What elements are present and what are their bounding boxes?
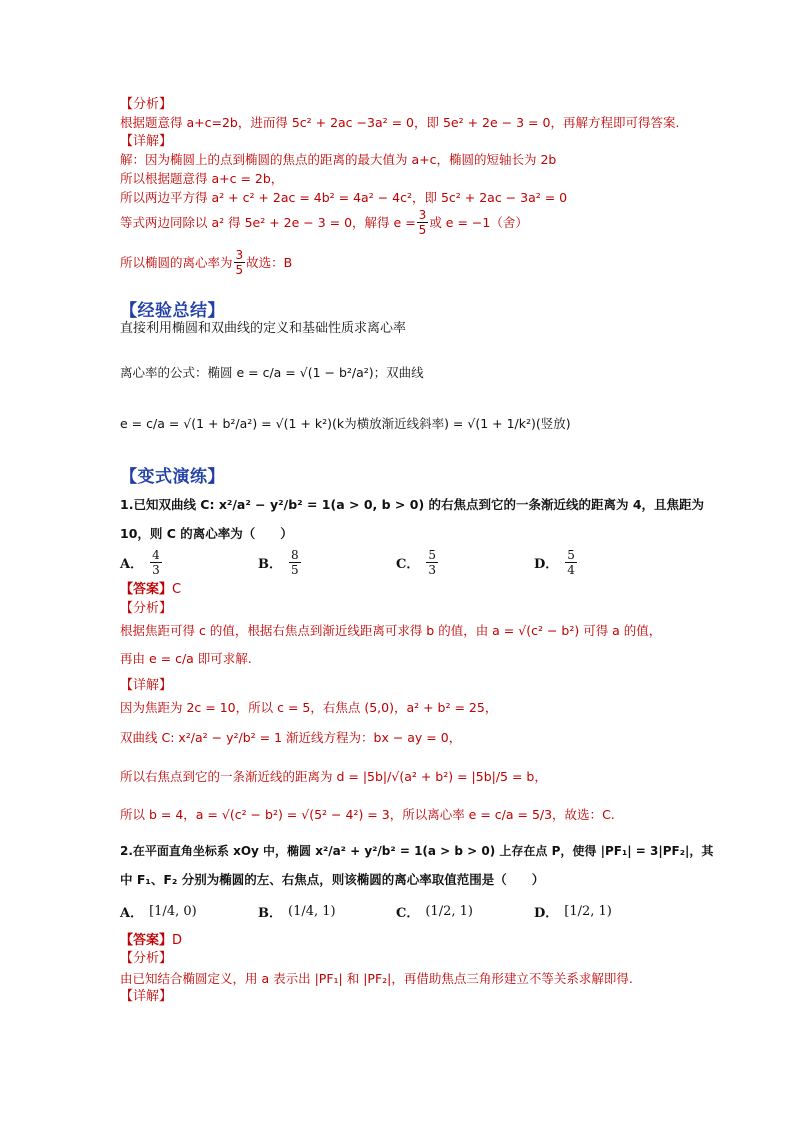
detail-line-4 — [120, 208, 528, 237]
option-fraction — [150, 548, 162, 577]
q1-analysis-1: 根据焦距可得 c 的值，根据右焦点到渐近线距离可求得 b 的值，由 a = √(c² − b²) 可得 a 的值， — [120, 623, 662, 638]
q2-analysis-tag: 【分析】 — [120, 951, 173, 966]
option-label: D． — [534, 557, 559, 572]
detail-line-5-pre: 所以椭圆的离心率为 — [120, 254, 233, 270]
option-fraction — [289, 548, 301, 577]
fraction-denominator: 3 — [428, 563, 436, 577]
answer-tag: 【答案】 — [120, 933, 173, 948]
option-value: [1/4, 0) — [149, 904, 197, 919]
q1-detail-2: 双曲线 C: x²/a² − y²/b² = 1 渐近线方程为：bx − ay = 0， — [120, 730, 462, 745]
fraction-denominator: 3 — [152, 563, 160, 577]
detail-line-5 — [120, 248, 292, 277]
q1-option-a — [120, 548, 163, 577]
q2-line-1: 2.在平面直角坐标系 xOy 中，椭圆 x²/a² + y²/b² = 1(a > b > 0) 上存在点 P，使得 |PF₁| = 3|PF₂|，其 — [120, 844, 714, 858]
option-fraction — [565, 548, 577, 577]
q2-line-2: 中 F₁、F₂ 分别为椭圆的左、右焦点，则该椭圆的离心率取值范围是（ ） — [120, 872, 545, 887]
q2-option-a — [120, 902, 197, 921]
option-label: A． — [120, 906, 144, 921]
q1-line-2: 10，则 C 的离心率为（ ） — [120, 526, 293, 541]
detail-line-5-post: 故选： — [246, 254, 284, 270]
option-label: C． — [396, 906, 420, 921]
answer-letter: B — [283, 254, 293, 270]
q1-answer — [120, 581, 181, 599]
answer-letter: C. — [602, 807, 615, 822]
q2-option-b — [258, 902, 336, 921]
summary-heading: 【经验总结】 — [120, 301, 225, 321]
summary-line-1: 直接利用椭圆和双曲线的定义和基础性质求离心率 — [120, 321, 407, 336]
q1-option-d — [534, 548, 578, 577]
fraction-numerator: 3 — [418, 208, 427, 222]
q1-detail-3: 所以右焦点到它的一条渐近线的距离为 d = |5b|/√(a² + b²) = |5b|/5 = b， — [120, 769, 547, 784]
option-value: [1/2, 1) — [564, 904, 612, 919]
option-fraction — [426, 548, 438, 577]
fraction-denominator: 5 — [418, 223, 427, 237]
option-label: C． — [396, 557, 420, 572]
q2-option-d — [534, 902, 612, 921]
option-label: D． — [534, 906, 559, 921]
detail-line-1: 解：因为椭圆上的点到椭圆的焦点的距离的最大值为 a+c，椭圆的短轴长为 2b — [120, 152, 557, 167]
q1-analysis-tag: 【分析】 — [120, 601, 173, 616]
practice-heading: 【变式演练】 — [120, 467, 225, 487]
option-value: (1/2, 1) — [425, 904, 473, 919]
q1-analysis-2: 再由 e = c/a 即可求解. — [120, 651, 252, 666]
detail-line-4-pre: 等式两边同除以 a² 得 5e² + 2e − 3 = 0，解得 e = — [120, 214, 416, 230]
option-label: B． — [258, 906, 282, 921]
fraction — [234, 248, 246, 277]
fraction-numerator: 8 — [291, 548, 299, 562]
q1-option-c — [396, 548, 439, 577]
q1-detail-4 — [120, 806, 615, 824]
answer-tag: 【答案】 — [120, 582, 173, 597]
option-label: A． — [120, 557, 144, 572]
fraction-numerator: 5 — [428, 548, 436, 562]
q2-analysis-1: 由已知结合椭圆定义，用 a 表示出 |PF₁| 和 |PF₂|，再借助焦点三角形建立不等关系求解即得. — [120, 971, 633, 986]
summary-formula-1: 离心率的公式：椭圆 e = c/a = √(1 − b²/a²)；双曲线 — [120, 365, 424, 380]
answer-letter: C — [172, 582, 182, 597]
fraction-denominator: 5 — [235, 263, 244, 277]
fraction-numerator: 3 — [235, 248, 244, 262]
q2-option-c — [396, 902, 473, 921]
fraction-denominator: 4 — [567, 563, 575, 577]
summary-formula-2: e = c/a = √(1 + b²/a²) = √(1 + k²)(k为横放渐近线斜率) = √(1 + 1/k²)(竖放) — [120, 416, 571, 431]
q2-answer — [120, 932, 182, 950]
fraction-numerator: 4 — [152, 548, 160, 562]
q1-detail-4-pre: 所以 b = 4，a = √(c² − b²) = √(5² − 4²) = 3，所以离心率 e = c/a = 5/3，故选： — [120, 807, 603, 822]
analysis-tag: 【分析】 — [120, 97, 173, 112]
q1-detail-1: 因为焦距为 2c = 10，所以 c = 5，右焦点 (5,0)，a² + b² = 25， — [120, 700, 498, 715]
detail-line-2: 所以根据题意得 a+c = 2b， — [120, 171, 284, 186]
option-label: B． — [258, 557, 282, 572]
option-value: (1/4, 1) — [288, 904, 336, 919]
fraction-numerator: 5 — [567, 548, 575, 562]
detail-line-4-post: 或 e = −1（舍） — [429, 214, 528, 230]
q1-line-1: 1.已知双曲线 C: x²/a² − y²/b² = 1(a > 0, b > 0) 的右焦点到它的一条渐近线的距离为 4，且焦距为 — [120, 497, 705, 512]
detail-tag: 【详解】 — [120, 134, 173, 149]
analysis-text: 根据题意得 a+c=2b，进而得 5c² + 2ac −3a² = 0，即 5e² + 2e − 3 = 0，再解方程即可得答案. — [120, 115, 680, 130]
fraction — [417, 208, 429, 237]
q2-detail-tag: 【详解】 — [120, 989, 173, 1004]
answer-letter: D — [172, 933, 183, 948]
fraction-denominator: 5 — [291, 563, 299, 577]
q1-detail-tag: 【详解】 — [120, 678, 173, 693]
detail-line-3: 所以两边平方得 a² + c² + 2ac = 4b² = 4a² − 4c²，即 5c² + 2ac − 3a² = 0 — [120, 190, 568, 205]
q1-option-b — [258, 548, 302, 577]
